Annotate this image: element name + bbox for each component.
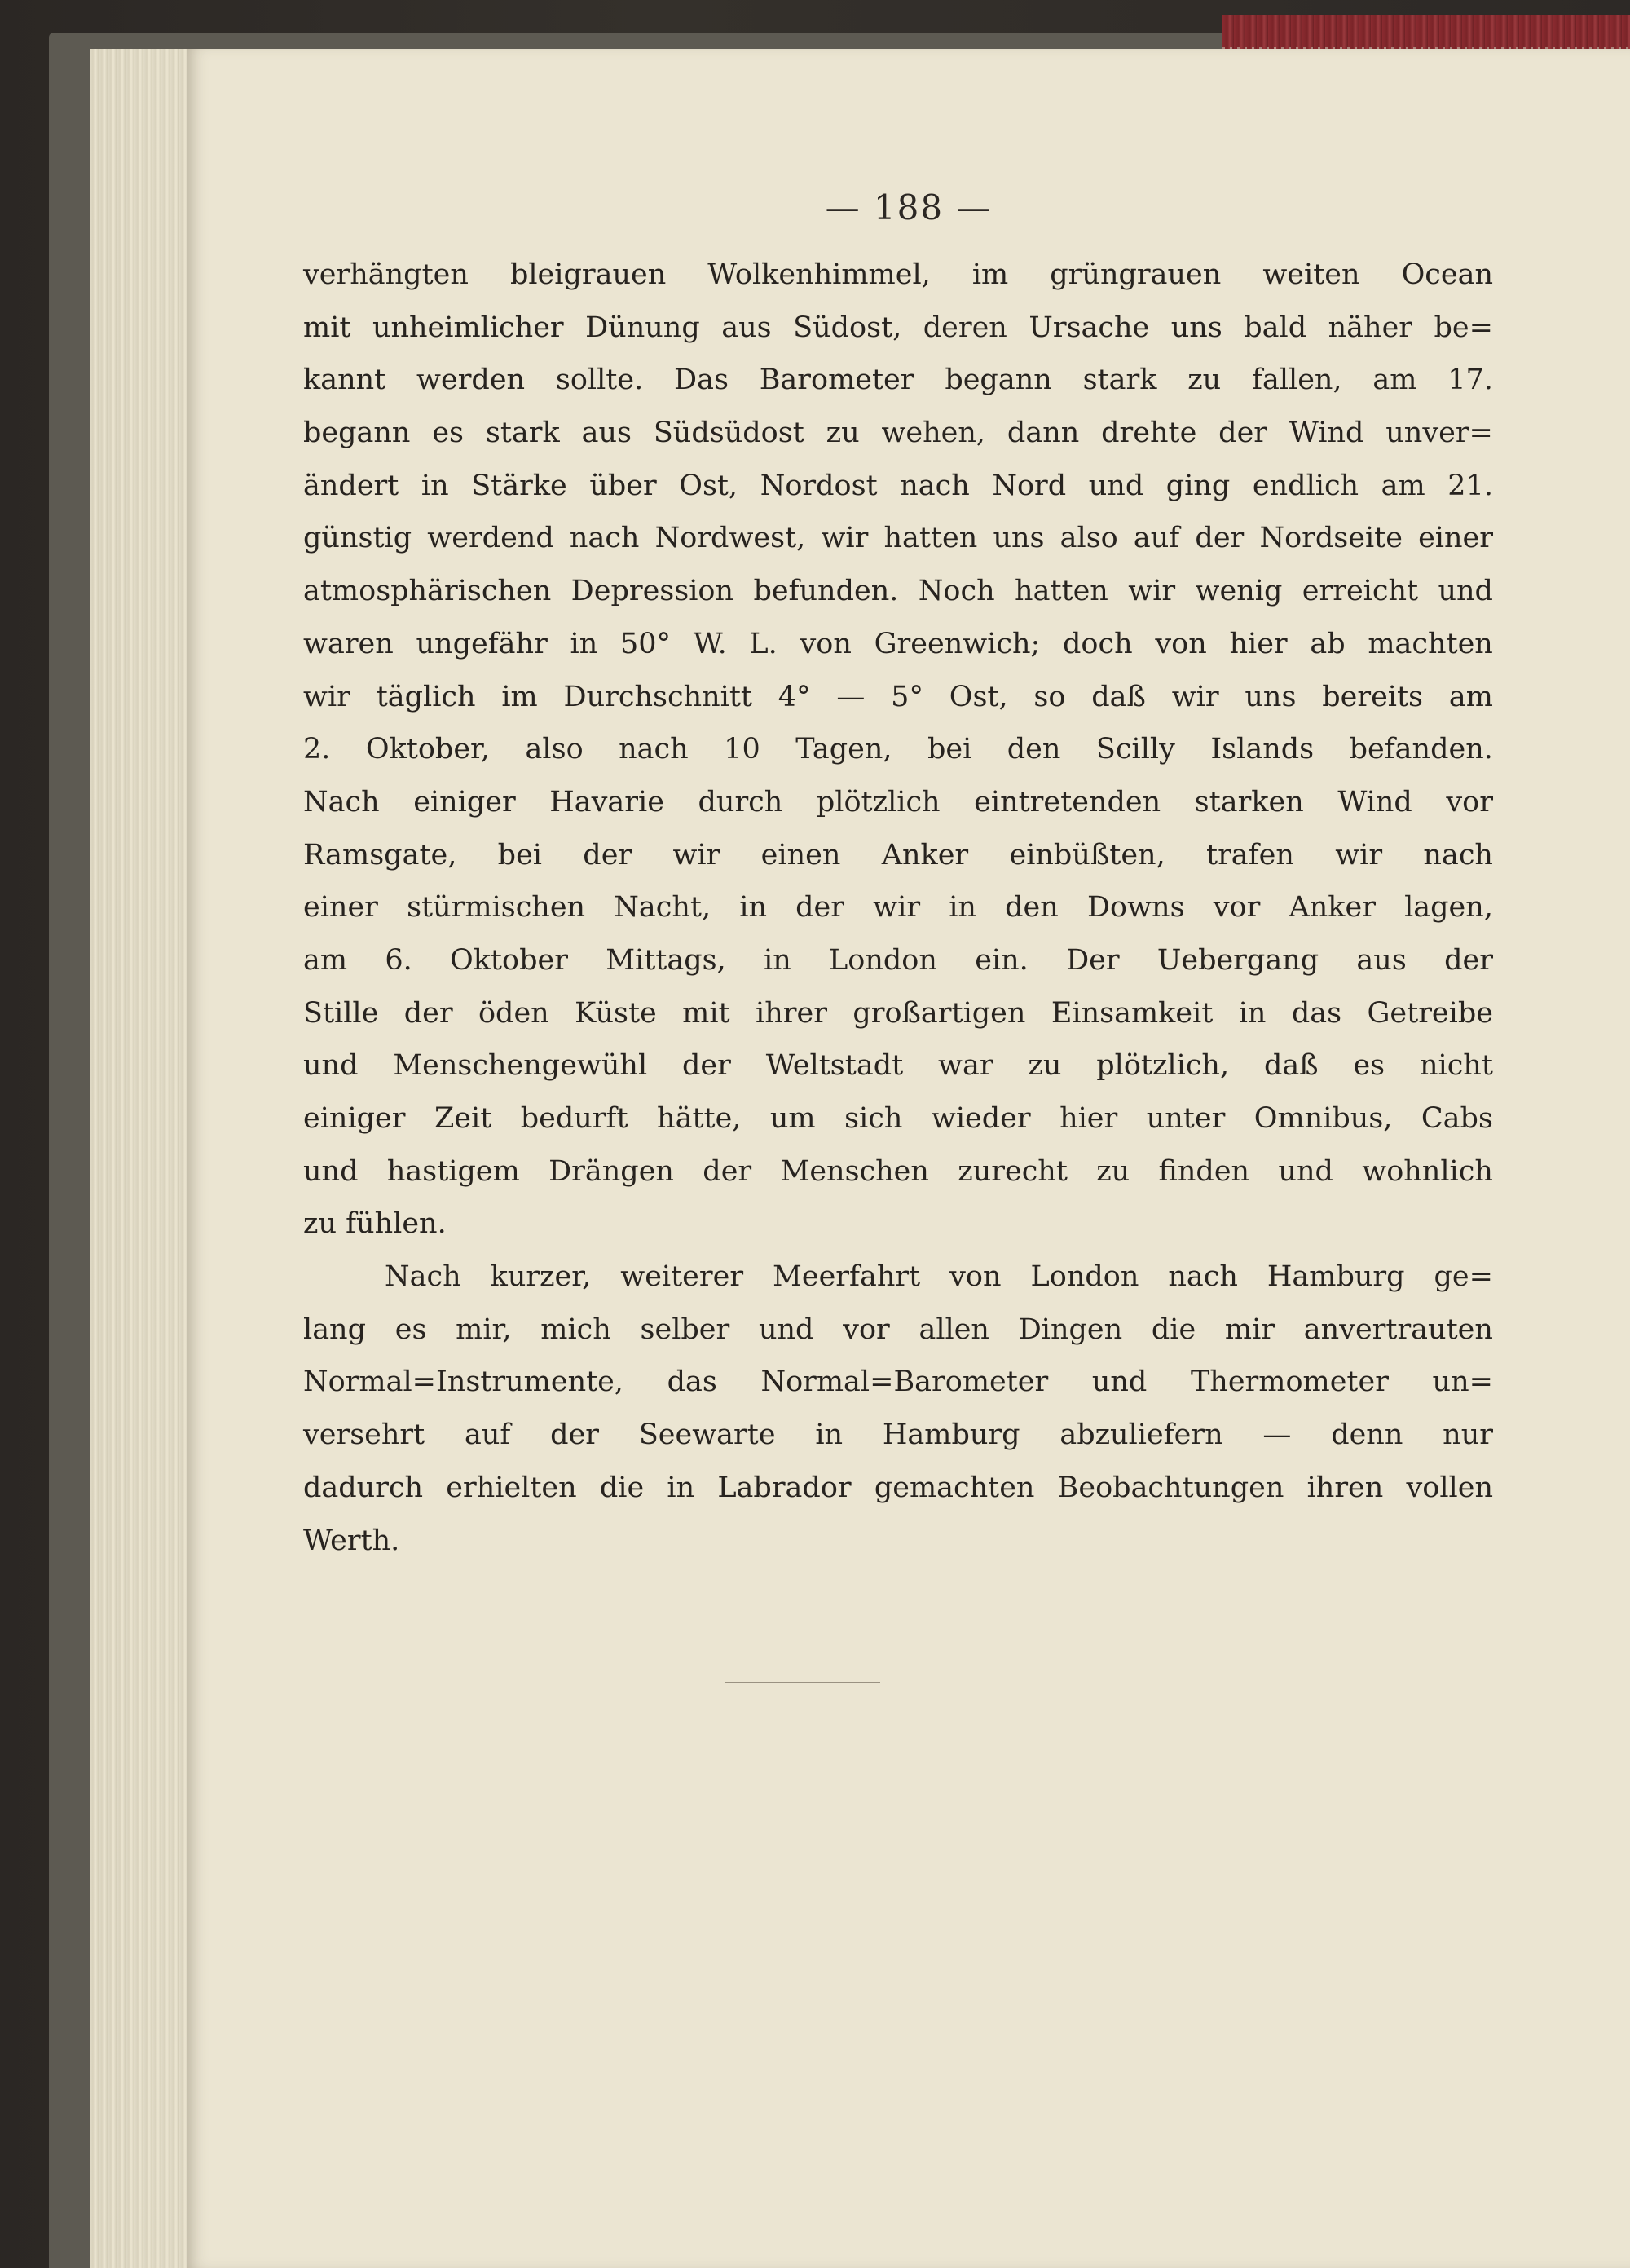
- word: stark: [485, 417, 560, 450]
- word: Oktober: [450, 943, 568, 977]
- text-line-18: [303, 1145, 1493, 1198]
- word: Hamburg: [1267, 1260, 1405, 1294]
- word: mit: [682, 996, 730, 1030]
- word: Drängen: [548, 1154, 674, 1188]
- word: eintretenden: [974, 785, 1161, 819]
- word: am: [1381, 469, 1425, 502]
- word: Seewarte: [638, 1419, 776, 1452]
- word: und: [1438, 575, 1493, 608]
- word: Südost,: [793, 311, 902, 344]
- word: in: [1238, 996, 1267, 1030]
- text-line-13: [303, 881, 1493, 934]
- word: Der: [1066, 943, 1120, 977]
- word: Nord: [992, 469, 1067, 502]
- word: unver=: [1386, 417, 1493, 450]
- word: der: [550, 1419, 600, 1452]
- word: einiger: [413, 785, 516, 819]
- word: nach: [569, 522, 640, 555]
- word: zurecht: [958, 1154, 1068, 1188]
- word: befanden.: [1349, 733, 1493, 766]
- word: Dingen: [1018, 1313, 1123, 1346]
- word: Noch: [918, 575, 995, 608]
- word: Ocean: [1401, 258, 1493, 291]
- word: großartigen: [852, 996, 1026, 1030]
- word: wir: [672, 838, 720, 871]
- word: Menschengewühl: [393, 1049, 648, 1083]
- word: Tagen,: [795, 733, 892, 766]
- word: bleigrauen: [509, 258, 667, 291]
- word: Nordost: [760, 469, 878, 502]
- word: und: [1088, 469, 1144, 502]
- word: hier: [1060, 1102, 1118, 1135]
- word: ab: [1310, 627, 1346, 660]
- word: atmosphärischen: [303, 575, 552, 608]
- word: werden: [416, 364, 526, 397]
- text-line-3: [303, 354, 1493, 407]
- word: Menschen: [780, 1154, 929, 1188]
- word: Das: [674, 364, 729, 397]
- word: einer: [303, 891, 378, 924]
- word: begann: [303, 417, 411, 450]
- word: mich: [540, 1313, 611, 1346]
- word: mir: [1224, 1313, 1275, 1346]
- word: Omnibus,: [1253, 1102, 1393, 1135]
- word: Durchschnitt: [563, 680, 752, 713]
- text-line-15: [303, 987, 1493, 1040]
- word: wieder: [931, 1102, 1031, 1135]
- word: wenig: [1195, 575, 1283, 608]
- word: zu: [1028, 1049, 1062, 1083]
- word: Normal=Barometer: [760, 1366, 1049, 1399]
- word: bereits: [1322, 680, 1424, 713]
- word: fallen,: [1252, 364, 1342, 397]
- word: zu: [1187, 364, 1222, 397]
- word: Stärke: [471, 469, 567, 502]
- word: 5°: [891, 680, 923, 713]
- word: dadurch: [303, 1471, 424, 1504]
- word: kannt: [303, 364, 386, 397]
- word: nicht: [1419, 1049, 1493, 1083]
- word: Einsamkeit: [1051, 996, 1214, 1030]
- word: London: [829, 943, 937, 977]
- word: Ost,: [679, 469, 738, 502]
- word: trafen: [1206, 838, 1294, 871]
- word: 4°: [778, 680, 811, 713]
- word: hier: [1229, 627, 1288, 660]
- word: nach: [1168, 1260, 1238, 1294]
- word: wohnlich: [1362, 1154, 1493, 1188]
- word: nach: [1423, 838, 1493, 871]
- word: daß: [1263, 1049, 1319, 1083]
- word: befunden.: [753, 575, 899, 608]
- word: durch: [698, 785, 783, 819]
- word: doch: [1063, 627, 1133, 660]
- word: —: [836, 680, 866, 713]
- word: einen: [760, 838, 841, 871]
- word: allen: [919, 1313, 989, 1346]
- word: aus: [1356, 943, 1407, 977]
- word: in: [570, 627, 598, 660]
- word: den: [1007, 733, 1061, 766]
- word: deren: [923, 311, 1007, 344]
- word: vor: [843, 1313, 890, 1346]
- word: günstig: [303, 522, 412, 555]
- word: stark: [1082, 364, 1157, 397]
- word: nach: [619, 733, 689, 766]
- word: selber: [640, 1313, 730, 1346]
- word: und: [303, 1049, 359, 1083]
- word: anvertrauten: [1303, 1313, 1493, 1346]
- word: der: [703, 1154, 752, 1188]
- word: im: [971, 258, 1009, 291]
- word: Wolkenhimmel,: [707, 258, 931, 291]
- word: werdend: [427, 522, 554, 555]
- word: waren: [303, 627, 394, 660]
- word: also: [525, 733, 584, 766]
- word: be=: [1434, 311, 1493, 344]
- word: bei: [497, 838, 542, 871]
- word: zu: [1096, 1154, 1130, 1188]
- word: starken: [1194, 785, 1304, 819]
- word: Dünung: [585, 311, 700, 344]
- word: Depression: [570, 575, 734, 608]
- word: die: [599, 1471, 645, 1504]
- word: der: [795, 891, 845, 924]
- word: Normal=Instrumente,: [303, 1366, 624, 1399]
- word: wir: [873, 891, 921, 924]
- word: Getreibe: [1367, 996, 1493, 1030]
- text-line-10: [303, 723, 1493, 776]
- word: vor: [1213, 891, 1261, 924]
- word: und: [303, 1154, 359, 1188]
- binding-strip: [1222, 15, 1630, 49]
- word: das: [1291, 996, 1342, 1030]
- text-line-16: [303, 1039, 1493, 1092]
- word: und: [758, 1313, 814, 1346]
- word: ihrer: [756, 996, 827, 1030]
- word: der: [403, 996, 453, 1030]
- word: sollte.: [555, 364, 644, 397]
- word: Nordseite: [1259, 522, 1403, 555]
- word: hatten: [883, 522, 978, 555]
- word: finden: [1158, 1154, 1250, 1188]
- word: wir: [1171, 680, 1219, 713]
- word: einbüßten,: [1009, 838, 1165, 871]
- word: zu: [826, 417, 860, 450]
- text-line-17: [303, 1092, 1493, 1145]
- word: Meerfahrt: [773, 1260, 921, 1294]
- word: war: [938, 1049, 993, 1083]
- word: wehen,: [881, 417, 986, 450]
- text-line-24: [303, 1462, 1493, 1515]
- word: Mittags,: [606, 943, 726, 977]
- word: hastigem: [386, 1154, 520, 1188]
- word: Ost,: [949, 680, 1008, 713]
- text-line-1: [303, 249, 1493, 302]
- word: von: [1155, 627, 1207, 660]
- word: dann: [1007, 417, 1080, 450]
- word: nach: [900, 469, 970, 502]
- word: machten: [1368, 627, 1493, 660]
- word: es: [394, 1313, 427, 1346]
- text-line-14: [303, 934, 1493, 987]
- word: Cabs: [1421, 1102, 1493, 1135]
- word: ein.: [975, 943, 1029, 977]
- word: näher: [1328, 311, 1413, 344]
- word: uns: [1170, 311, 1222, 344]
- word: die: [1151, 1313, 1196, 1346]
- word: Nach: [385, 1260, 461, 1294]
- word: lagen,: [1404, 891, 1493, 924]
- text-line-20: [303, 1251, 1493, 1304]
- word: Downs: [1086, 891, 1185, 924]
- word: Weltstadt: [765, 1049, 904, 1083]
- word: daß: [1091, 680, 1146, 713]
- word: so: [1033, 680, 1066, 713]
- page-number: — 188 —: [825, 188, 993, 227]
- word: in: [667, 1471, 695, 1504]
- word: in: [739, 891, 767, 924]
- word: bei: [927, 733, 972, 766]
- word: von: [800, 627, 852, 660]
- word: Beobachtungen: [1057, 1471, 1284, 1504]
- word: im: [501, 680, 538, 713]
- word: um: [769, 1102, 816, 1135]
- word: Anker: [881, 838, 969, 871]
- word: ging: [1165, 469, 1231, 502]
- section-end-rule: [725, 1682, 880, 1683]
- word: Barometer: [759, 364, 914, 397]
- word: erreicht: [1302, 575, 1419, 608]
- word: weiterer: [620, 1260, 744, 1294]
- word: über: [589, 469, 657, 502]
- word: denn: [1331, 1419, 1403, 1452]
- word: Ursache: [1029, 311, 1150, 344]
- word: Nordwest,: [654, 522, 806, 555]
- word: gemachten: [874, 1471, 1035, 1504]
- word: grüngrauen: [1050, 258, 1222, 291]
- word: unheimlicher: [372, 311, 564, 344]
- word: und: [1091, 1366, 1148, 1399]
- word: —: [1262, 1419, 1292, 1452]
- word: in: [421, 469, 449, 502]
- word: unter: [1146, 1102, 1226, 1135]
- word: ungefähr: [416, 627, 548, 660]
- word: in: [815, 1419, 844, 1452]
- word: Zeit: [434, 1102, 492, 1135]
- word: kurzer,: [490, 1260, 592, 1294]
- text-line-25: Werth.: [303, 1524, 400, 1557]
- word: 17.: [1447, 364, 1493, 397]
- word: L.: [749, 627, 778, 660]
- word: wir: [1335, 838, 1383, 871]
- word: 2.: [303, 733, 331, 766]
- word: der: [1218, 417, 1268, 450]
- word: den: [1005, 891, 1059, 924]
- word: 10: [724, 733, 760, 766]
- text-line-22: [303, 1356, 1493, 1409]
- word: sich: [844, 1102, 903, 1135]
- page-edges: [90, 49, 196, 2268]
- word: un=: [1432, 1366, 1493, 1399]
- word: Thermometer: [1190, 1366, 1389, 1399]
- word: Stille: [303, 996, 379, 1030]
- word: Ramsgate,: [303, 838, 457, 871]
- word: endlich: [1252, 469, 1359, 502]
- word: Wind: [1337, 785, 1412, 819]
- text-line-23: [303, 1409, 1493, 1462]
- word: der: [1195, 522, 1245, 555]
- word: Nacht,: [614, 891, 711, 924]
- word: Anker: [1289, 891, 1376, 924]
- word: drehte: [1101, 417, 1197, 450]
- word: ihren: [1306, 1471, 1384, 1504]
- body-text: [303, 249, 1493, 1567]
- text-line-11: [303, 776, 1493, 829]
- word: wir: [1128, 575, 1176, 608]
- word: Küste: [575, 996, 657, 1030]
- word: auf: [1133, 522, 1180, 555]
- word: begann: [945, 364, 1052, 397]
- word: 21.: [1447, 469, 1493, 502]
- word: hätte,: [657, 1102, 742, 1135]
- word: London: [1030, 1260, 1139, 1294]
- word: uns: [993, 522, 1045, 555]
- word: am: [1372, 364, 1417, 397]
- word: weiten: [1262, 258, 1360, 291]
- word: Labrador: [717, 1471, 852, 1504]
- word: wir: [303, 680, 350, 713]
- word: der: [682, 1049, 731, 1083]
- word: Havarie: [549, 785, 664, 819]
- word: es: [432, 417, 465, 450]
- word: wir: [821, 522, 869, 555]
- word: bedurft: [520, 1102, 628, 1135]
- word: am: [1448, 680, 1493, 713]
- text-line-21: [303, 1304, 1493, 1357]
- word: aus: [721, 311, 772, 344]
- text-line-19: zu fühlen.: [303, 1207, 447, 1241]
- word: und: [1278, 1154, 1333, 1188]
- word: plötzlich: [816, 785, 941, 819]
- word: vollen: [1406, 1471, 1493, 1504]
- word: ge=: [1434, 1260, 1493, 1294]
- word: das: [667, 1366, 717, 1399]
- text-line-2: [303, 302, 1493, 355]
- word: also: [1060, 522, 1118, 555]
- text-line-9: [303, 671, 1493, 724]
- word: in: [764, 943, 791, 977]
- word: Südsüdost: [653, 417, 804, 450]
- word: plötzlich,: [1096, 1049, 1230, 1083]
- text-line-4: [303, 407, 1493, 460]
- word: 6.: [385, 943, 412, 977]
- word: erhielten: [446, 1471, 577, 1504]
- word: Uebergang: [1156, 943, 1319, 977]
- word: Scilly: [1095, 733, 1175, 766]
- word: hatten: [1015, 575, 1108, 608]
- text-line-8: [303, 618, 1493, 671]
- word: Oktober,: [365, 733, 491, 766]
- text-line-5: [303, 460, 1493, 513]
- word: öden: [478, 996, 549, 1030]
- word: es: [1353, 1049, 1386, 1083]
- word: lang: [303, 1313, 367, 1346]
- word: einiger: [303, 1102, 406, 1135]
- word: verhängten: [303, 258, 469, 291]
- word: Greenwich;: [874, 627, 1041, 660]
- word: mir,: [456, 1313, 512, 1346]
- word: auf: [465, 1419, 511, 1452]
- word: täglich: [376, 680, 476, 713]
- text-line-6: [303, 512, 1493, 565]
- word: mit: [303, 311, 351, 344]
- word: abzuliefern: [1060, 1419, 1223, 1452]
- word: der: [1444, 943, 1493, 977]
- word: nur: [1443, 1419, 1493, 1452]
- word: bald: [1244, 311, 1307, 344]
- word: Islands: [1210, 733, 1315, 766]
- word: Nach: [303, 785, 380, 819]
- word: stürmischen: [407, 891, 586, 924]
- word: Wind: [1289, 417, 1364, 450]
- word: in: [949, 891, 976, 924]
- word: aus: [581, 417, 632, 450]
- word: W.: [693, 627, 727, 660]
- word: einer: [1418, 522, 1493, 555]
- word: ändert: [303, 469, 399, 502]
- word: von: [949, 1260, 1002, 1294]
- word: am: [303, 943, 348, 977]
- word: Hamburg: [882, 1419, 1020, 1452]
- word: vor: [1446, 785, 1493, 819]
- text-line-12: [303, 829, 1493, 882]
- word: 50°: [619, 627, 672, 660]
- word: der: [583, 838, 632, 871]
- word: versehrt: [303, 1419, 425, 1452]
- word: uns: [1245, 680, 1297, 713]
- text-line-7: [303, 565, 1493, 618]
